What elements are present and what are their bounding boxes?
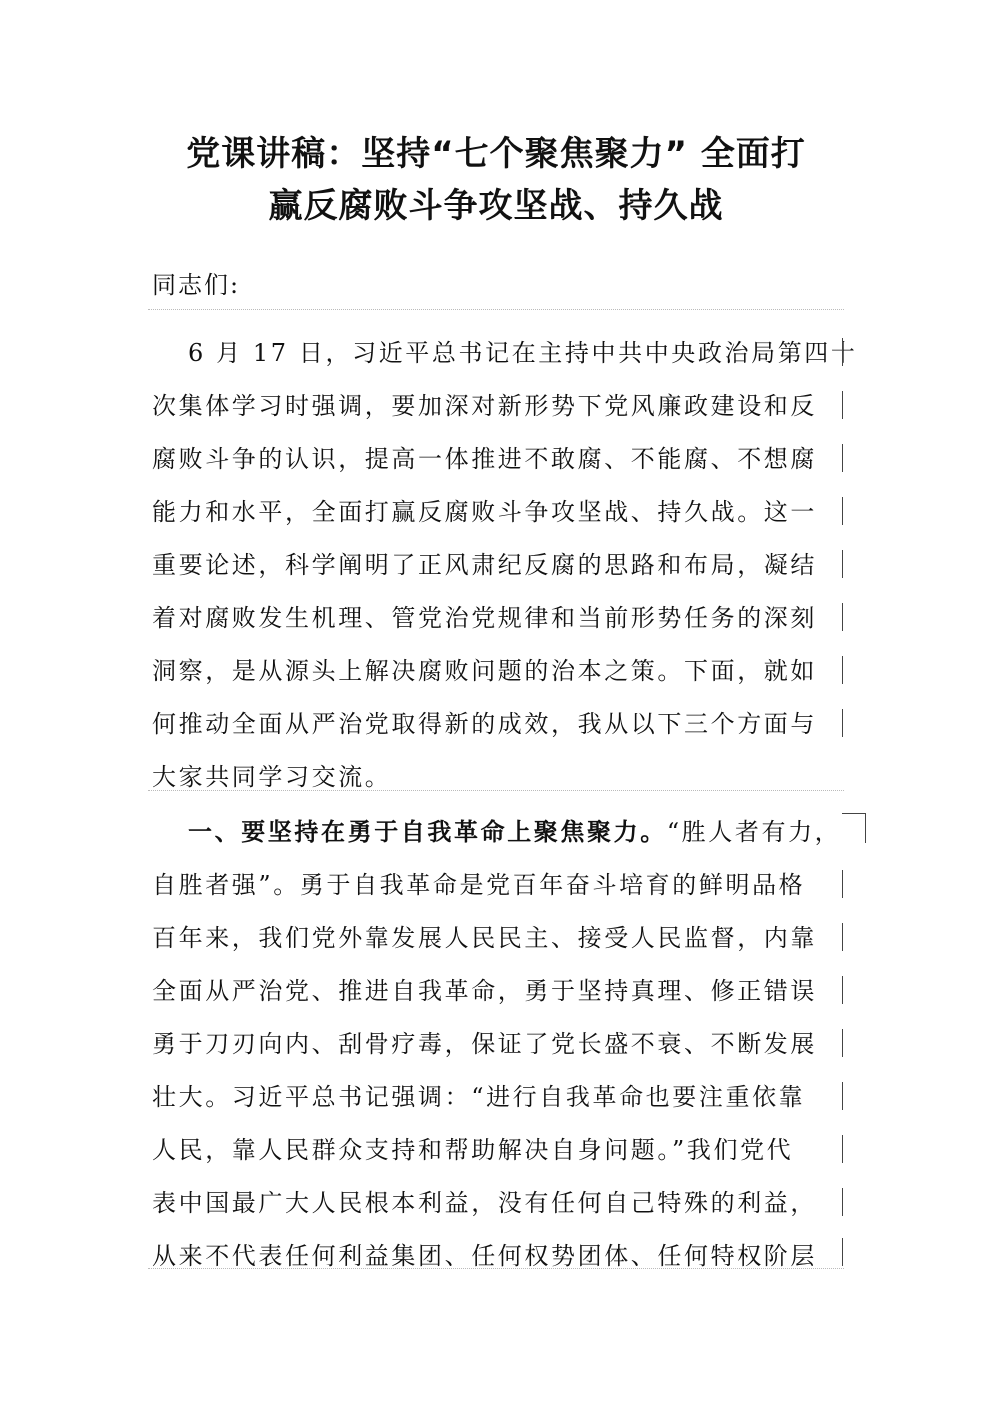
text-boundary-corner-mark [842, 813, 866, 843]
text-boundary-mark [842, 338, 843, 366]
text-boundary-mark [842, 1188, 843, 1216]
title-line-2: 赢反腐败斗争攻坚战、持久战 [268, 186, 724, 226]
paragraph-line: 着对腐败发生机理、管党治党规律和当前形势任务的深刻 [152, 604, 817, 632]
paragraph-line: 大家共同学习交流。 [152, 763, 392, 791]
section-1-first-line-tail: “胜人者有力， [666, 818, 842, 846]
paragraph-line: 从来不代表任何利益集团、任何权势团体、任何特权阶层 [152, 1242, 817, 1270]
text-boundary-mark [842, 497, 843, 525]
paragraph-line: 能力和水平，全面打赢反腐败斗争攻坚战、持久战。这一 [152, 498, 817, 526]
text-boundary-mark [842, 976, 843, 1004]
paragraph-line: 腐败斗争的认识，提高一体推进不敢腐、不能腐、不想腐 [152, 445, 817, 473]
text-boundary-mark [842, 1238, 843, 1266]
paragraph-line: 洞察，是从源头上解决腐败问题的治本之策。下面，就如 [152, 657, 817, 685]
paragraph-line: 次集体学习时强调，要加深对新形势下党风廉政建设和反 [152, 392, 817, 420]
paragraph-line: 自胜者强”。勇于自我革命是党百年奋斗培育的鲜明品格 [152, 871, 806, 899]
text-boundary-mark [842, 709, 843, 737]
section-1-heading: 一、要坚持在勇于自我革命上聚焦聚力。 [188, 818, 667, 846]
paragraph-line: 壮大。习近平总书记强调：“进行自我革命也要注重依靠 [152, 1083, 806, 1111]
paragraph-line: 6 月 17 日，习近平总书记在主持中共中央政治局第四十 [188, 339, 858, 367]
paragraph-separator [148, 309, 844, 310]
section-1-first-line [152, 806, 842, 859]
paragraph-line: 重要论述，科学阐明了正风肃纪反腐的思路和布局，凝结 [152, 551, 817, 579]
paragraph-line: 全面从严治党、推进自我革命，勇于坚持真理、修正错误 [152, 977, 817, 1005]
text-boundary-mark [842, 550, 843, 578]
text-boundary-mark [842, 444, 843, 472]
text-boundary-mark [842, 603, 843, 631]
paragraph-line: 人民，靠人民群众支持和帮助解决自身问题。”我们党代 [152, 1136, 794, 1164]
text-boundary-mark [842, 1082, 843, 1110]
text-boundary-mark [842, 1135, 843, 1163]
paragraph-separator [148, 1268, 844, 1269]
paragraph-line: 何推动全面从严治党取得新的成效，我从以下三个方面与 [152, 710, 817, 738]
paragraph-line: 百年来，我们党外靠发展人民民主、接受人民监督，内靠 [152, 924, 817, 952]
section-1-paragraph [152, 806, 842, 1283]
text-boundary-mark [842, 870, 843, 898]
intro-paragraph [152, 327, 858, 804]
paragraph-separator [148, 790, 844, 791]
title-line-1: 党课讲稿：坚持“七个聚焦聚力” 全面打 [186, 134, 806, 174]
paragraph-line: 勇于刀刃向内、刮骨疗毒，保证了党长盛不衰、不断发展 [152, 1030, 817, 1058]
paragraph-line: 表中国最广大人民根本利益，没有任何自己特殊的利益， [152, 1189, 817, 1217]
text-boundary-mark [842, 656, 843, 684]
text-boundary-mark [842, 923, 843, 951]
text-boundary-mark [842, 391, 843, 419]
text-boundary-mark [842, 1029, 843, 1057]
document-title [110, 128, 882, 232]
greeting: 同志们: [152, 271, 241, 299]
